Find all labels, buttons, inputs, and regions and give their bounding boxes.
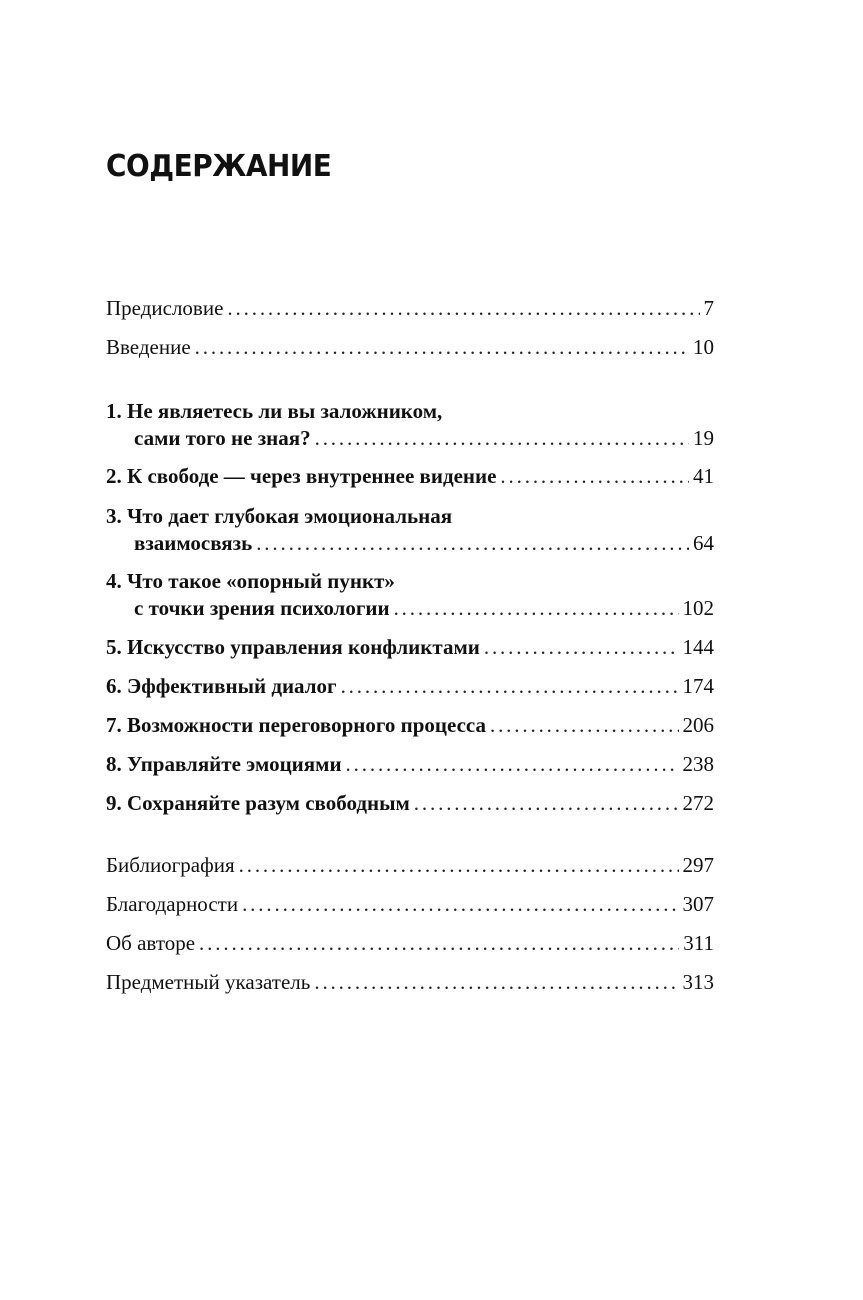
toc-entry-label: 2. К свободе — через внутреннее видение — [106, 464, 497, 488]
toc-page-number: 297 — [682, 853, 714, 877]
dot-leader — [242, 891, 678, 917]
dot-leader — [414, 790, 679, 816]
toc-chapter-9[interactable] — [106, 790, 714, 816]
toc-chapter-2[interactable] — [106, 463, 714, 489]
toc-page-number: 10 — [693, 335, 714, 359]
dot-leader — [256, 530, 689, 556]
toc-page-number: 41 — [693, 464, 714, 488]
toc-entry-label: 8. Управляйте эмоциями — [106, 752, 342, 776]
toc-chapter-1-title[interactable]: 1. Не являетесь ли вы заложником, — [106, 399, 443, 423]
toc-entry-label: Библиография — [106, 853, 235, 877]
toc-chapter-8[interactable] — [106, 751, 714, 777]
toc-chapter-1[interactable] — [106, 425, 714, 451]
dot-leader — [490, 712, 679, 738]
toc-chapter-6[interactable] — [106, 673, 714, 699]
toc-entry-label: с точки зрения психологии — [134, 596, 390, 620]
toc-chapter-4[interactable] — [106, 595, 714, 621]
toc-page-number: 311 — [683, 931, 714, 955]
toc-entry-preface[interactable] — [106, 295, 714, 321]
toc-entry-acknowledgements[interactable] — [106, 891, 714, 917]
dot-leader — [314, 969, 678, 995]
toc-entry-label: Введение — [106, 335, 191, 359]
toc-entry-label: 7. Возможности переговорного процесса — [106, 713, 486, 737]
toc-page-number: 307 — [682, 892, 714, 916]
toc-entry-label: взаимосвязь — [134, 531, 253, 555]
toc-entry-subject-index[interactable] — [106, 969, 714, 995]
dot-leader — [500, 463, 689, 489]
toc-page-number: 174 — [682, 674, 714, 698]
dot-leader — [239, 852, 679, 878]
toc-chapter-5[interactable] — [106, 634, 714, 660]
toc-chapter-3-title[interactable]: 3. Что дает глубокая эмоциональная — [106, 504, 453, 528]
toc-entry-label: Благодарности — [106, 892, 239, 916]
toc-entry-about-author[interactable] — [106, 930, 714, 956]
toc-page-number: 206 — [682, 713, 714, 737]
toc-entry-label: сами того не зная? — [134, 426, 311, 450]
toc-entry-label: Предметный указатель — [106, 970, 311, 994]
dot-leader — [484, 634, 679, 660]
toc-page-number: 272 — [682, 791, 714, 815]
toc-page-number: 19 — [693, 426, 714, 450]
toc-page-number: 144 — [682, 635, 714, 659]
dot-leader — [199, 930, 679, 956]
toc-entry-label: Об авторе — [106, 931, 196, 955]
toc-page-number: 7 — [703, 296, 714, 320]
toc-entry-bibliography[interactable] — [106, 852, 714, 878]
toc-entry-label: Предисловие — [106, 296, 224, 320]
toc-entry-introduction[interactable] — [106, 334, 714, 360]
toc-page-number: 102 — [682, 596, 714, 620]
page-title: СОДЕРЖАНИЕ — [106, 149, 332, 184]
dot-leader — [227, 295, 699, 321]
dot-leader — [341, 673, 679, 699]
toc-page-number: 313 — [682, 970, 714, 994]
toc-chapter-4-title[interactable]: 4. Что такое «опорный пункт» — [106, 569, 395, 593]
dot-leader — [346, 751, 679, 777]
dot-leader — [394, 595, 679, 621]
toc-page-number: 238 — [682, 752, 714, 776]
toc-chapter-3[interactable] — [106, 530, 714, 556]
toc-entry-label: 6. Эффективный диалог — [106, 674, 337, 698]
dot-leader — [195, 334, 689, 360]
toc-chapter-7[interactable] — [106, 712, 714, 738]
toc-page-number: 64 — [693, 531, 714, 555]
dot-leader — [315, 425, 689, 451]
toc-entry-label: 5. Искусство управления конфликтами — [106, 635, 480, 659]
toc-entry-label: 9. Сохраняйте разум свободным — [106, 791, 410, 815]
